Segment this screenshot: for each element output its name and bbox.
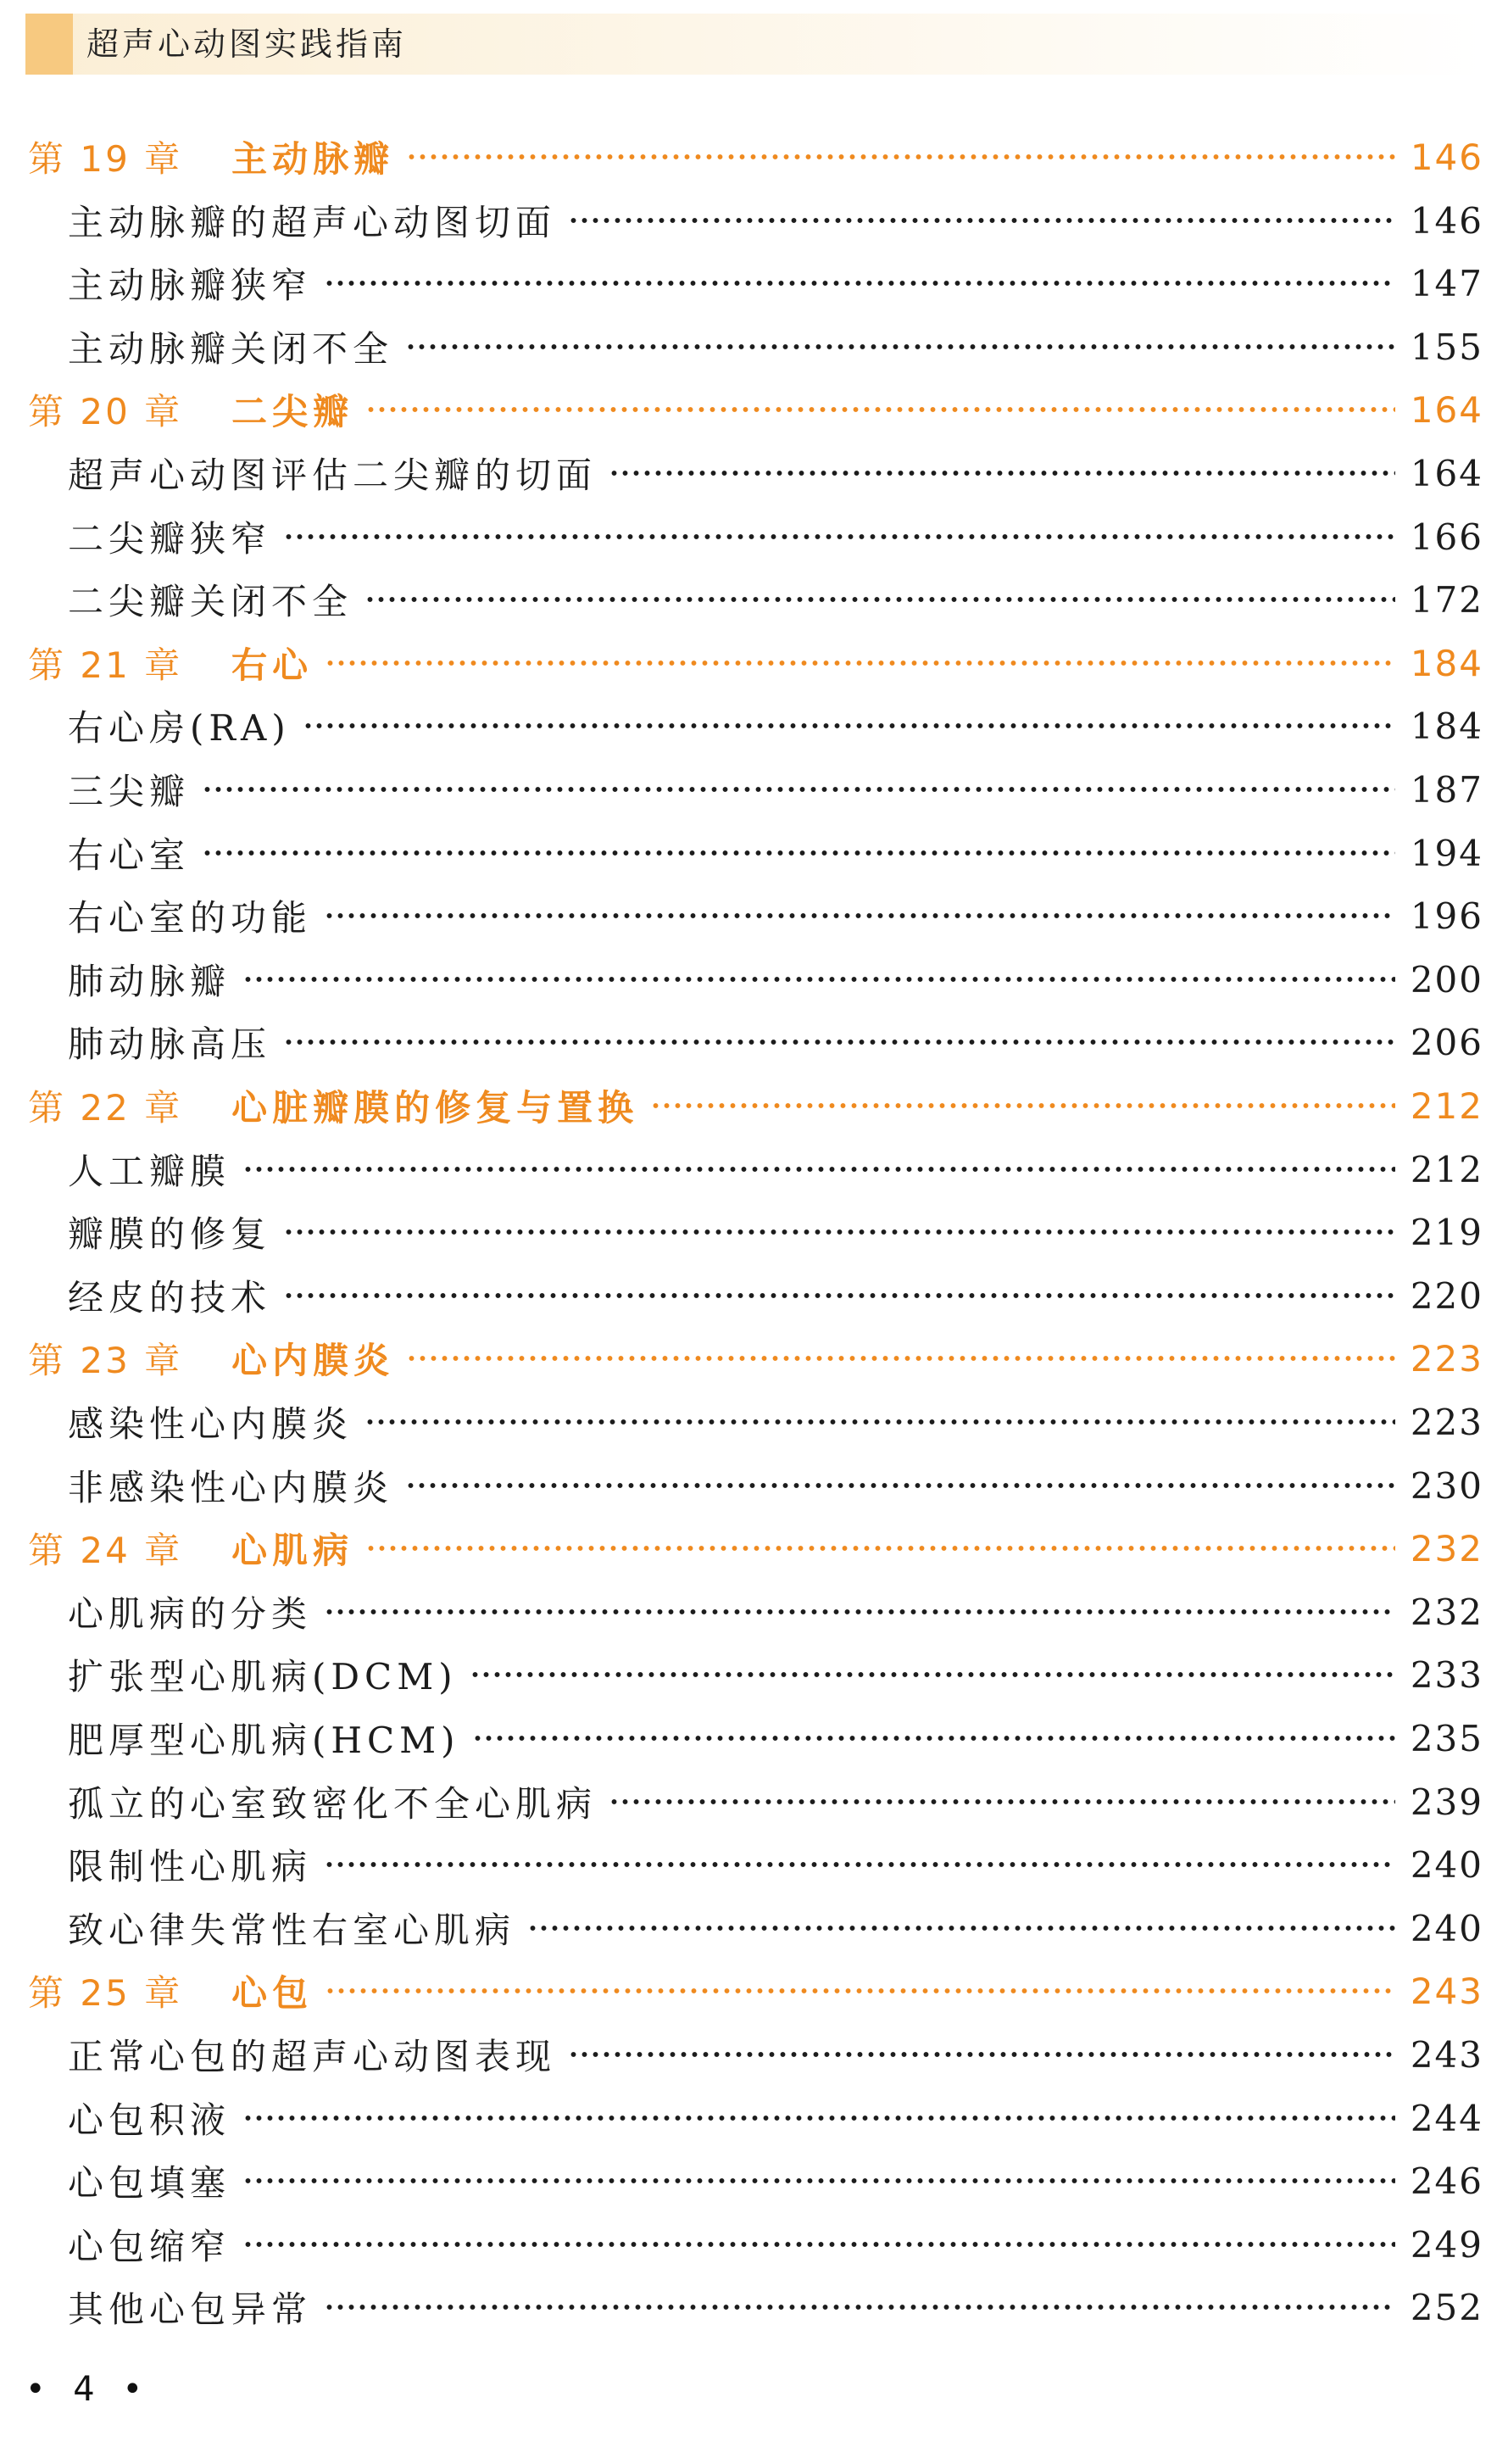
toc-section-entry[interactable]	[68, 822, 1483, 884]
dot-leader	[364, 595, 1395, 604]
page-ref: 223	[1410, 1401, 1483, 1443]
section-title: 其他心包异常	[68, 2288, 313, 2330]
section-title: 肥厚型心肌病(HCM)	[68, 1720, 460, 1761]
page-ref: 240	[1410, 1843, 1483, 1886]
section-title: 右心房(RA)	[68, 707, 291, 749]
dot-leader	[283, 1228, 1395, 1236]
header-accent-bar	[25, 14, 73, 75]
page-ref: 146	[1410, 136, 1483, 178]
dot-leader	[325, 659, 1395, 667]
section-title: 三尖瓣	[68, 771, 191, 812]
dot-leader	[242, 1165, 1395, 1173]
section-title: 右心室	[68, 834, 191, 876]
chapter-title: 心肌病	[231, 1530, 354, 1571]
toc-section-entry[interactable]	[68, 2087, 1483, 2149]
dot-leader	[242, 2114, 1395, 2122]
chapter-title: 心内膜炎	[231, 1340, 395, 1381]
toc-section-entry[interactable]	[68, 1138, 1483, 1201]
dot-leader	[242, 2177, 1395, 2185]
dot-leader	[364, 1418, 1395, 1426]
dot-leader	[470, 1670, 1395, 1679]
section-title: 感染性心内膜炎	[68, 1403, 353, 1445]
chapter-number: 第 19 章	[28, 138, 183, 180]
dot-leader	[405, 343, 1395, 351]
page-ref: 166	[1410, 516, 1483, 558]
page-ref: 223	[1410, 1337, 1483, 1380]
page-ref: 196	[1410, 895, 1483, 937]
section-title: 心包积液	[68, 2099, 231, 2141]
toc-section-entry[interactable]	[68, 1580, 1483, 1643]
page-ref: 206	[1410, 1021, 1483, 1063]
page-number: • 4 •	[25, 2370, 152, 2409]
chapter-title: 右心	[231, 644, 314, 686]
toc-section-entry[interactable]	[68, 1264, 1483, 1327]
dot-leader	[242, 975, 1395, 984]
chapter-title: 主动脉瓣	[231, 138, 395, 180]
toc-section-entry[interactable]	[68, 1707, 1483, 1770]
section-title: 主动脉瓣关闭不全	[68, 328, 394, 370]
page-ref: 232	[1410, 1527, 1483, 1569]
dot-leader	[324, 911, 1395, 920]
toc-section-entry[interactable]	[68, 1011, 1483, 1073]
page-ref: 220	[1410, 1274, 1483, 1317]
dot-leader	[406, 153, 1395, 161]
toc-section-entry[interactable]	[68, 2276, 1483, 2339]
page-ref: 172	[1410, 578, 1483, 621]
page-ref: 249	[1410, 2223, 1483, 2266]
page-ref: 244	[1410, 2097, 1483, 2139]
dot-leader	[324, 2303, 1395, 2311]
toc-section-entry[interactable]	[68, 252, 1483, 315]
toc-chapter-entry[interactable]	[28, 1327, 1483, 1390]
toc-section-entry[interactable]	[68, 1897, 1483, 1959]
section-title: 致心律失常性右室心肌病	[68, 1909, 516, 1951]
toc-section-entry[interactable]	[68, 1454, 1483, 1517]
page-ref: 240	[1410, 1907, 1483, 1949]
dot-leader	[303, 722, 1395, 730]
toc-section-entry[interactable]	[68, 1201, 1483, 1263]
dot-leader	[609, 469, 1395, 477]
page-ref: 243	[1410, 1970, 1483, 2012]
chapter-title: 心包	[231, 1972, 314, 2014]
dot-leader	[650, 1101, 1395, 1110]
section-title: 肺动脉高压	[68, 1023, 272, 1065]
page-ref: 230	[1410, 1464, 1483, 1507]
page-ref: 239	[1410, 1781, 1483, 1823]
page-ref: 187	[1410, 768, 1483, 811]
toc-section-entry[interactable]	[68, 884, 1483, 947]
section-title: 心包缩窄	[68, 2226, 231, 2267]
page-ref: 243	[1410, 2033, 1483, 2076]
toc-section-entry[interactable]	[68, 1391, 1483, 1453]
section-title: 右心室的功能	[68, 897, 313, 939]
toc-section-entry[interactable]	[68, 694, 1483, 757]
page-ref: 212	[1410, 1084, 1483, 1127]
toc-section-entry[interactable]	[68, 442, 1483, 505]
dot-leader	[365, 405, 1395, 414]
dot-leader	[242, 2240, 1395, 2249]
section-title: 肺动脉瓣	[68, 961, 231, 1002]
toc-chapter-entry[interactable]	[28, 378, 1483, 441]
toc-section-entry[interactable]	[68, 2213, 1483, 2276]
page-ref: 232	[1410, 1591, 1483, 1633]
toc-chapter-entry[interactable]	[28, 125, 1483, 188]
chapter-number: 第 22 章	[28, 1087, 183, 1129]
toc-section-entry[interactable]	[68, 505, 1483, 568]
page-ref: 155	[1410, 326, 1483, 368]
dot-leader	[568, 2050, 1395, 2059]
toc-chapter-entry[interactable]	[28, 632, 1483, 694]
chapter-number: 第 23 章	[28, 1340, 183, 1381]
chapter-number: 第 24 章	[28, 1530, 183, 1571]
page-ref: 184	[1410, 705, 1483, 747]
dot-leader	[202, 785, 1395, 794]
section-title: 二尖瓣狭窄	[68, 518, 272, 560]
dot-leader	[527, 1924, 1395, 1932]
page-ref: 164	[1410, 452, 1483, 494]
toc-section-entry[interactable]	[68, 2023, 1483, 2086]
chapter-number: 第 21 章	[28, 644, 183, 686]
chapter-title: 心脏瓣膜的修复与置换	[231, 1087, 639, 1129]
dot-leader	[283, 1038, 1395, 1046]
chapter-number: 第 25 章	[28, 1972, 183, 2014]
page-ref: 164	[1410, 388, 1483, 431]
page-ref: 147	[1410, 262, 1483, 304]
section-title: 经皮的技术	[68, 1277, 272, 1318]
dot-leader	[406, 1354, 1395, 1363]
page-ref: 146	[1410, 199, 1483, 242]
dot-leader	[365, 1544, 1395, 1553]
section-title: 扩张型心肌病(DCM)	[68, 1656, 458, 1697]
section-title: 正常心包的超声心动图表现	[68, 2036, 557, 2077]
chapter-number: 第 20 章	[28, 391, 183, 432]
toc-section-entry[interactable]	[68, 1833, 1483, 1896]
dot-leader	[325, 1987, 1395, 1995]
page-ref: 194	[1410, 832, 1483, 874]
toc-chapter-entry[interactable]	[28, 1074, 1483, 1137]
dot-leader	[283, 1291, 1395, 1300]
page-ref: 184	[1410, 642, 1483, 684]
page-ref: 212	[1410, 1148, 1483, 1190]
toc-section-entry[interactable]	[68, 568, 1483, 631]
dot-leader	[324, 1860, 1395, 1869]
running-header	[25, 14, 1485, 75]
dot-leader	[283, 532, 1395, 541]
book-title: 超声心动图实践指南	[86, 25, 408, 63]
toc-section-entry[interactable]	[68, 948, 1483, 1011]
toc-section-entry[interactable]	[68, 2149, 1483, 2212]
section-title: 心肌病的分类	[68, 1593, 313, 1635]
section-title: 心包填塞	[68, 2162, 231, 2204]
dot-leader	[568, 216, 1395, 225]
dot-leader	[405, 1481, 1395, 1490]
section-title: 限制性心肌病	[68, 1846, 313, 1887]
section-title: 非感染性心内膜炎	[68, 1467, 394, 1508]
dot-leader	[472, 1734, 1395, 1742]
toc-section-entry[interactable]	[68, 1643, 1483, 1706]
page-ref: 246	[1410, 2160, 1483, 2202]
dot-leader	[609, 1798, 1395, 1806]
toc-section-entry[interactable]	[68, 1770, 1483, 1833]
page-ref: 252	[1410, 2286, 1483, 2328]
toc-section-entry[interactable]	[68, 189, 1483, 252]
section-title: 主动脉瓣的超声心动图切面	[68, 202, 557, 243]
section-title: 超声心动图评估二尖瓣的切面	[68, 454, 598, 496]
toc-section-entry[interactable]	[68, 758, 1483, 821]
section-title: 人工瓣膜	[68, 1151, 231, 1192]
page-ref: 219	[1410, 1211, 1483, 1253]
toc-chapter-entry[interactable]	[28, 1517, 1483, 1580]
page-ref: 233	[1410, 1653, 1483, 1696]
chapter-title: 二尖瓣	[231, 391, 354, 432]
dot-leader	[324, 1608, 1395, 1616]
dot-leader	[324, 279, 1395, 287]
section-title: 瓣膜的修复	[68, 1213, 272, 1255]
page-ref: 200	[1410, 958, 1483, 1001]
toc-section-entry[interactable]	[68, 315, 1483, 378]
section-title: 孤立的心室致密化不全心肌病	[68, 1783, 598, 1825]
page-ref: 235	[1410, 1717, 1483, 1759]
toc-chapter-entry[interactable]	[28, 1959, 1483, 2022]
section-title: 主动脉瓣狭窄	[68, 265, 313, 306]
dot-leader	[202, 849, 1395, 857]
section-title: 二尖瓣关闭不全	[68, 581, 353, 622]
